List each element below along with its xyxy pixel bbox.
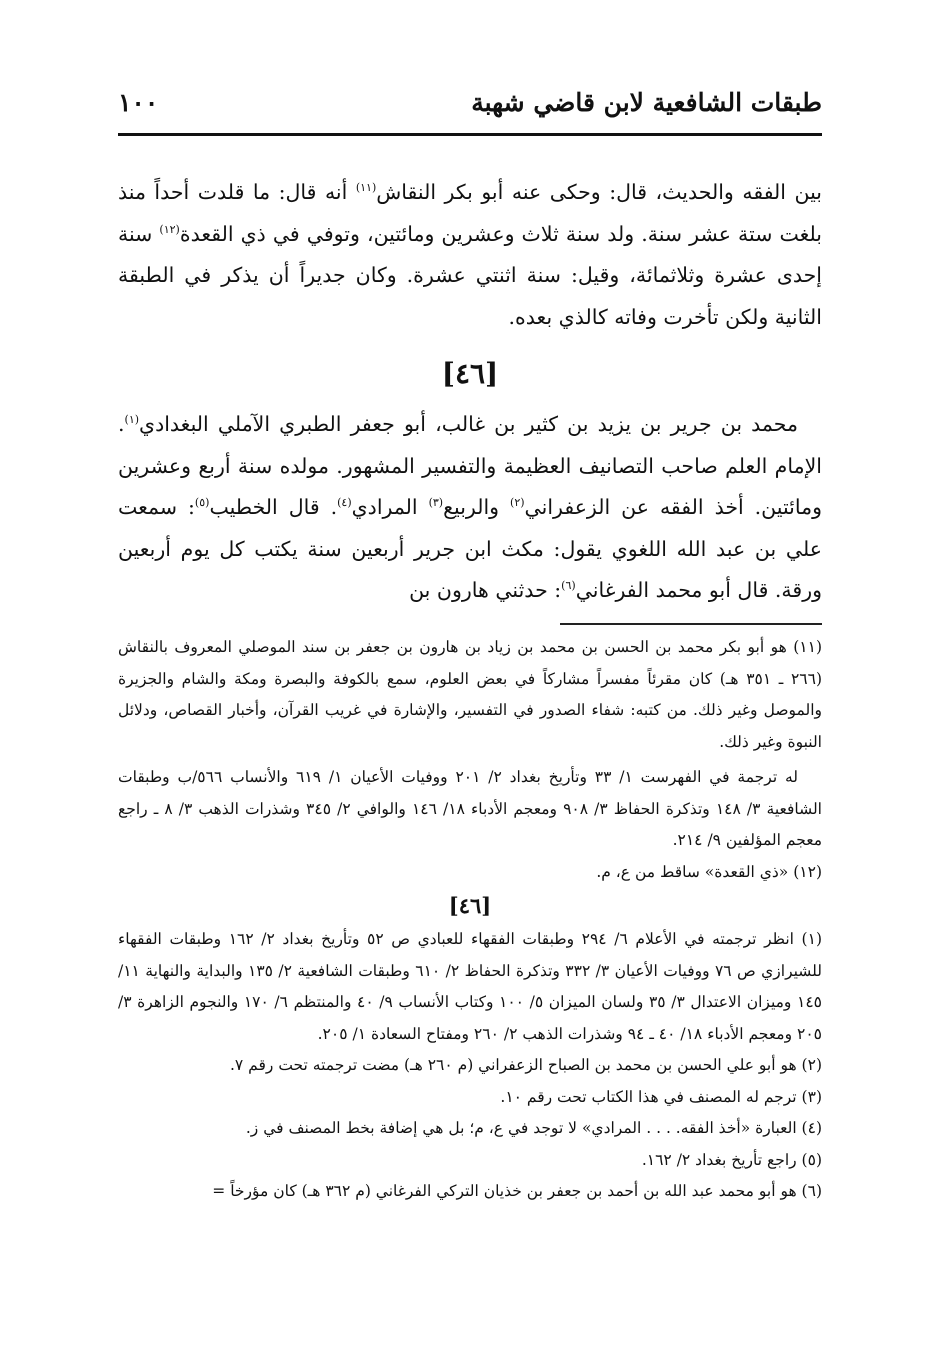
footnote-ref-1: (١) — [124, 413, 140, 427]
footnote-ref-3: (٣) — [428, 496, 444, 510]
footnote-ref-4: (٤) — [337, 496, 352, 510]
footnotes-entry-heading: [٤٦] — [448, 893, 492, 918]
footnote-5: (٥) راجع تأريخ بغداد ٢/ ١٦٢. — [641, 1150, 822, 1169]
footnote-6: (٦) هو أبو محمد عبد الله بن أحمد بن جعفر بن خذيان التركي الفرغاني (م ٣٦٢ هـ) كان مؤرخاً = — [212, 1182, 822, 1200]
footnote-2: (٢) هو أبو علي الحسن بن محمد بن الصباح الزعفراني (م ٢٦٠ هـ) مضت ترجمته تحت رقم ٧. — [229, 1056, 822, 1074]
footnote-ref-11: (١١) — [355, 181, 377, 195]
footnote-4: (٤) العبارة «أخذ الفقه. . . . المرادي» لا توجد في ع، م؛ بل هي إضافة بخط المصنف في ز. — [245, 1119, 822, 1137]
footnote-1: (١) انظر ترجمته في الأعلام ٦/ ٢٩٤ وطبقات الفقهاء للعبادي ص ٥٢ وتأريخ بغداد ٢/ ١٦٢ وطبقات الفقهاء للشيرازي ص ٧٦ ووفيات الأعيان ٣/ ٣٣٢ وتذكرة الحفاظ ٢/ ٦١٠ وطبقات الشافعية ٢/ ١٣٥ والبداية والنهاية ١١/ ١٤٥ وميزان الاعتدال ٣/ ٣٥ ولسان الميزان ٥/ ١٠٠ وكتاب الأنساب ٩/ ٤٠ والمنتظم ٦/ ١٧٠ والنجوم الزاهرة ٣/ ٢٠٥ ومعجم الأدباء ١٨/ ٤٠ ـ ٩٤ وشذرات الذهب ٢/ ٢٦٠ ومفتاح السعادة ١/ ٢٠٥. — [118, 930, 822, 1043]
footnote-11-references: له ترجمة في الفهرست ١/ ٣٣ وتأريخ بغداد ٢/ ٢٠١ ووفيات الأعيان ١/ ٦١٩ والأنساب ٥٦٦/ب وطبقات الشافعية ٣/ ١٤٨ وتذكرة الحفاظ ٣/ ٩٠٨ ومعجم الأدباء ١٨/ ١٤٦ والوافي ٢/ ٣٤٥ وشذرات الذهب ٣/ ٨ ـ راجع معجم المؤلفين ٩/ ٢١٤. — [118, 768, 822, 849]
running-title: طبقات الشافعية لابن قاضي شهبة — [471, 88, 822, 117]
entry-paragraph: محمد بن جرير بن يزيد بن كثير بن غالب، أبو جعفر الطبري الآملي البغدادي$^{(١)}$. الإمام العلم صاحب التصانيف العظيمة والتفسير المشهور. مولده سنة أربع وعشرين ومائتين. أخذ الفقه عن الزعفراني$^{(٢)}$ والربيع$^{(٣)}$ المرادي$^{(٤)}$. قال الخطيب$^{(٥)}$: سمعت علي بن عبد الله اللغوي يقول: مكث ابن جرير أربعين سنة يكتب كل يوم أربعين ورقة. قال أبو محمد الفرغاني$^{(٦)}$: حدثني هارون بن — [118, 412, 822, 602]
footnote-ref-5: (٥) — [194, 496, 210, 510]
footnote-ref-2: (٢) — [510, 496, 525, 510]
footnote-12: (١٢) «ذي القعدة» ساقط من ع، م. — [596, 862, 822, 881]
footnote-ref-6: (٦) — [561, 579, 576, 593]
header-rule — [118, 133, 822, 136]
footnote-separator — [560, 623, 822, 625]
page-header — [118, 82, 822, 124]
footnote-11: (١١) هو أبو بكر محمد بن الحسن بن محمد بن زياد بن هارون بن جعفر بن سند الموصلي المعروف بالنقاش (٢٦٦ ـ ٣٥١ هـ) كان مقرئاً مفسراً مشاركاً في بعض العلوم، سمع بالكوفة والبصرة ومكة والشام والجزيرة والموصل وغير ذلك. من كتبه: شفاء الصدور في التفسير، والإشارة في غريب القرآن، وأخبار القصاص، ودلائل النبوة وغير ذلك. — [118, 638, 822, 751]
entry-number-heading: [٤٦] — [441, 357, 499, 390]
footnotes-section — [118, 632, 822, 1208]
main-text — [118, 172, 822, 612]
continuation-paragraph: بين الفقه والحديث، قال: وحكى عنه أبو بكر النقاش$^{(١١)}$ أنه قال: ما قلدت أحداً منذ بلغت ستة عشر سنة. ولد سنة ثلاث وعشرين ومائتين، وتوفي في ذي القعدة$^{(١٢)}$ سنة إحدى عشرة وثلاثمائة، وقيل: سنة اثنتي عشرة. وكان جديراً أن يذكر في الطبقة الثانية ولكن تأخرت وفاته كالذي بعده. — [118, 180, 822, 329]
footnote-ref-12: (١٢) — [159, 222, 180, 236]
footnote-3: (٣) ترجم له المصنف في هذا الكتاب تحت رقم ١٠. — [500, 1087, 822, 1106]
page-number: ١٠٠ — [118, 88, 159, 117]
